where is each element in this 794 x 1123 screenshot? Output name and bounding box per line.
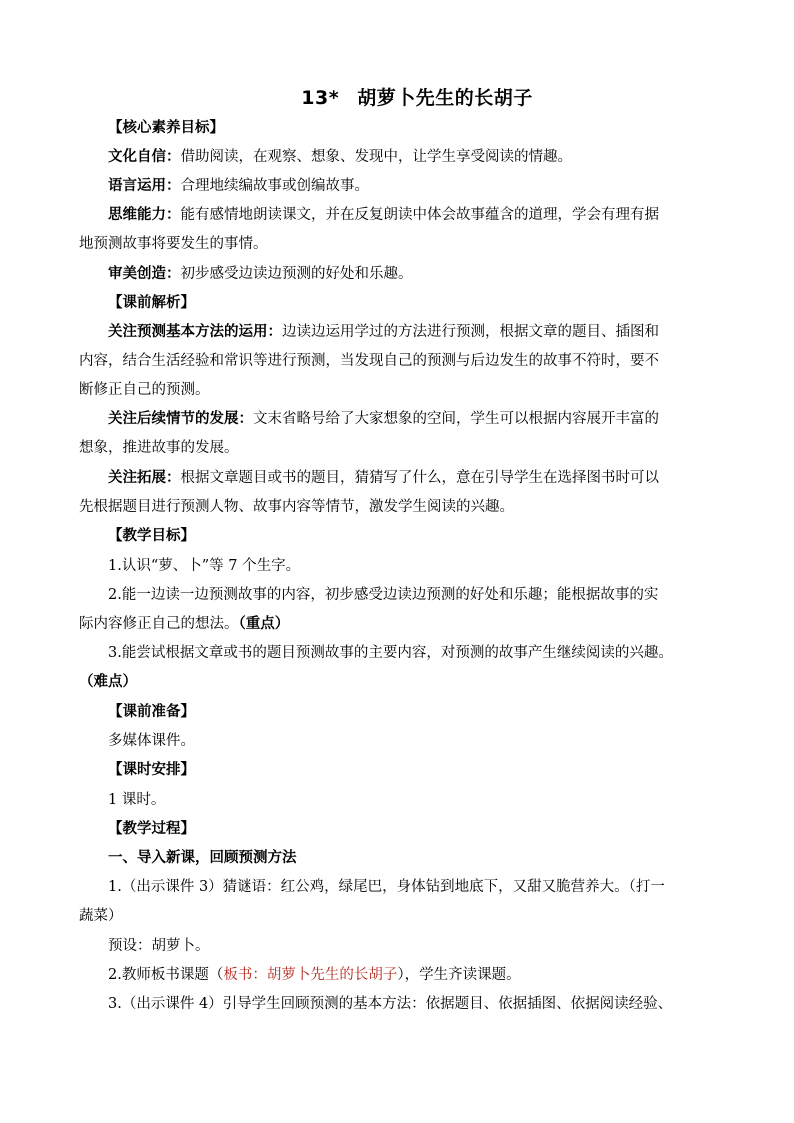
analysis-extension bbox=[108, 468, 758, 488]
lesson-title-text: 胡萝卜先生的长胡子 bbox=[357, 87, 533, 109]
process-step-2 bbox=[108, 965, 758, 985]
analysis-method-cont1: 内容，结合生活经验和常识等进行预测，当发现自己的预测与后边发生的故事不符时，要不 bbox=[79, 353, 659, 369]
section-heading-process: 【教学过程】 bbox=[108, 821, 195, 837]
analysis-method bbox=[108, 322, 758, 342]
goal-thinking-cont: 地预测故事将要发生的事情。 bbox=[79, 236, 268, 252]
section-heading-objectives: 【教学目标】 bbox=[108, 528, 195, 544]
goal-aesthetic bbox=[108, 264, 758, 284]
process-step-3: 3.（出示课件 4）引导学生回顾预测的基本方法：依据题目、依据插图、依据阅读经验、 bbox=[108, 996, 673, 1012]
analysis-label: 关注拓展： bbox=[108, 470, 181, 486]
goal-text: 能有感情地朗读课文，并在反复朗读中体会故事蕴含的道理，学会有理有据 bbox=[180, 207, 659, 223]
section-heading-core-goals: 【核心素养目标】 bbox=[108, 120, 224, 136]
goal-text: 初步感受边读边预测的好处和乐趣。 bbox=[180, 266, 413, 282]
analysis-text: 边读边运用学过的方法进行预测，根据文章的题目、插图和 bbox=[282, 324, 659, 340]
goal-language bbox=[108, 176, 758, 196]
process-step-1-answer: 预设：胡萝卜。 bbox=[108, 938, 210, 954]
goal-label: 语言运用： bbox=[108, 178, 181, 194]
section-heading-schedule: 【课时安排】 bbox=[108, 762, 195, 778]
difficulty-mark: （难点） bbox=[79, 674, 137, 690]
lesson-number: 13* bbox=[301, 87, 340, 109]
analysis-method-cont2: 断修正自己的预测。 bbox=[79, 382, 210, 398]
analysis-plot-cont: 想象，推进故事的发展。 bbox=[79, 440, 239, 456]
section-heading-analysis: 【课前解析】 bbox=[108, 295, 195, 311]
step-2-suffix: ），学生齐读课题。 bbox=[397, 967, 521, 983]
goal-label: 思维能力： bbox=[108, 207, 181, 223]
section-heading-preparation: 【课前准备】 bbox=[108, 704, 195, 720]
objective-2: 2.能一边读一边预测故事的内容，初步感受边读边预测的好处和乐趣；能根据故事的实 bbox=[108, 587, 659, 603]
lesson-title bbox=[0, 84, 794, 112]
board-writing: 板书：胡萝卜先生的长胡子 bbox=[223, 967, 398, 983]
goal-label: 文化自信： bbox=[108, 149, 181, 165]
analysis-text: 文末省略号给了大家想象的空间，学生可以根据内容展开丰富的 bbox=[253, 411, 659, 427]
schedule-text: 1 课时。 bbox=[108, 792, 166, 808]
analysis-extension-cont: 先根据题目进行预测人物、故事内容等情节，激发学生阅读的兴趣。 bbox=[79, 499, 514, 515]
objective-1: 1.认识“萝、卜”等 7 个生字。 bbox=[108, 558, 301, 574]
preparation-text: 多媒体课件。 bbox=[108, 733, 195, 749]
analysis-label: 关注后续情节的发展： bbox=[108, 411, 253, 427]
process-step-1: 1.（出示课件 3）猜谜语：红公鸡，绿尾巴，身体钻到地底下，又甜又脆营养大。（打一 bbox=[108, 879, 665, 895]
key-point-mark: （重点） bbox=[238, 616, 290, 632]
analysis-label: 关注预测基本方法的运用： bbox=[108, 324, 282, 340]
process-step-1-cont: 蔬菜） bbox=[79, 908, 123, 924]
objective-3: 3.能尝试根据文章或书的题目预测故事的主要内容，对预测的故事产生继续阅读的兴趣。 bbox=[108, 645, 673, 661]
objective-2-text: 际内容修正自己的想法。 bbox=[79, 616, 239, 632]
analysis-plot bbox=[108, 409, 758, 429]
process-part-1-heading: 一、导入新课，回顾预测方法 bbox=[108, 850, 297, 866]
analysis-text: 根据文章题目或书的题目，猜猜写了什么，意在引导学生在选择图书时可以 bbox=[180, 470, 659, 486]
goal-label: 审美创造： bbox=[108, 266, 181, 282]
goal-text: 借助阅读，在观察、想象、发现中，让学生享受阅读的情趣。 bbox=[180, 149, 572, 165]
goal-thinking bbox=[108, 205, 758, 225]
goal-culture bbox=[108, 147, 758, 167]
step-2-prefix: 2.教师板书课题（ bbox=[108, 967, 224, 983]
objective-2-cont bbox=[79, 614, 729, 634]
goal-text: 合理地续编故事或创编故事。 bbox=[180, 178, 369, 194]
